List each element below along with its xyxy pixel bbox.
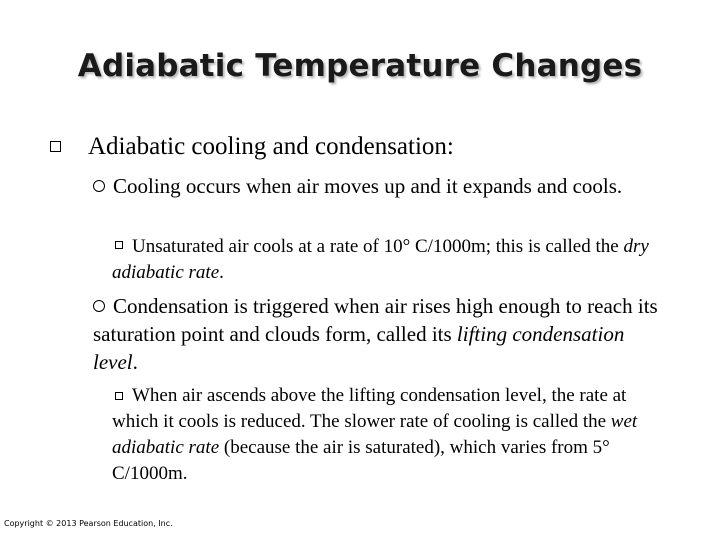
detail-dry-end: . — [219, 262, 224, 283]
detail-dry-adiabatic — [112, 234, 664, 286]
wet-adiabatic-rate-term: wet adiabatic rate — [112, 411, 638, 458]
bullet-adiabatic-cooling: Adiabatic cooling and condensation: — [88, 133, 454, 160]
slide-title: Adiabatic Temperature Changes — [77, 48, 643, 84]
square-bullet-icon — [50, 141, 61, 152]
detail-wet-end: (because the air is saturated), which varies from 5° C/1000m. — [112, 437, 610, 484]
dry-adiabatic-rate-term: dry adiabatic rate — [112, 236, 649, 283]
condensation-text: Condensation is triggered when air rises high enough to reach its saturation point and clouds form, called its — [93, 294, 658, 346]
detail-dry-text: Unsaturated air cools at a rate of 10° C/1000m; this is called the — [132, 236, 624, 257]
lifting-condensation-level-term: lifting condensation level — [93, 322, 625, 374]
copyright-footer: Copyright © 2013 Pearson Education, Inc. — [4, 519, 173, 528]
sub-bullet-cooling: Cooling occurs when air moves up and it expands and cools. — [113, 174, 623, 198]
detail-wet-adiabatic — [112, 383, 664, 487]
detail-wet-text: When air ascends above the lifting condensation level, the rate at which it cools is reduced. The slower rate of cooling is called the — [112, 385, 627, 432]
condensation-end: . — [132, 350, 138, 374]
sub-bullet-condensation — [93, 292, 673, 376]
